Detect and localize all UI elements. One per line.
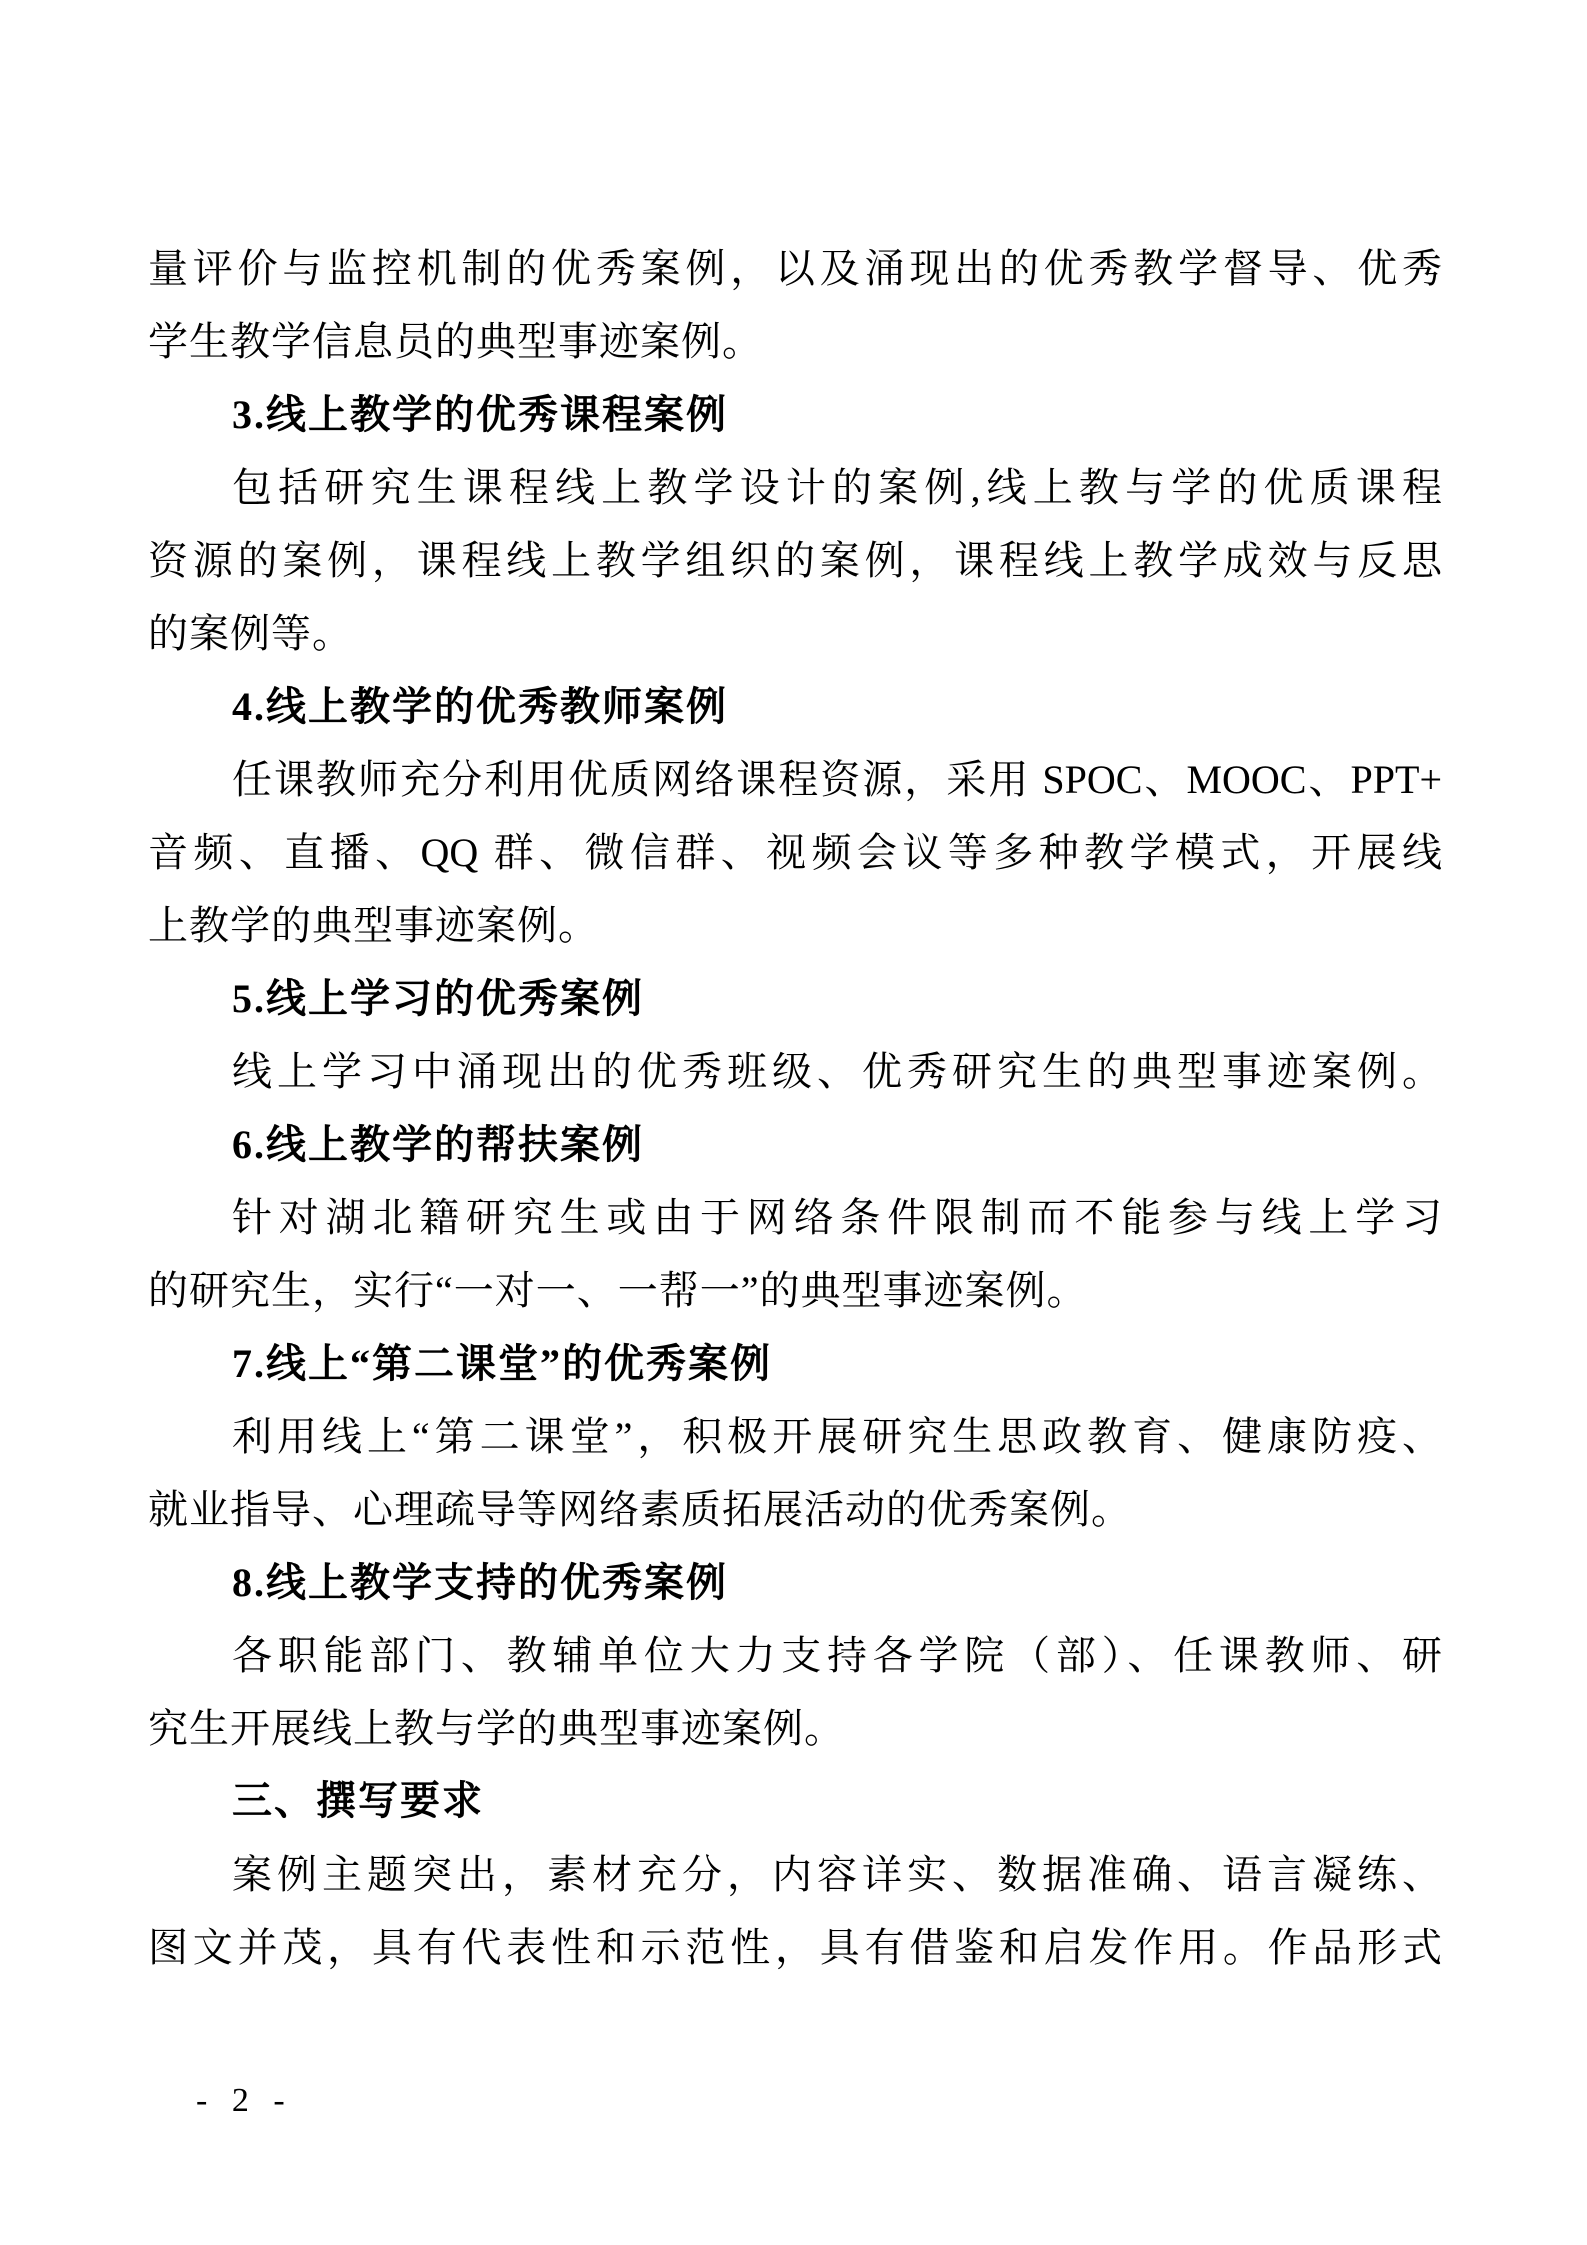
section-heading: 3.线上教学的优秀课程案例 xyxy=(232,392,728,437)
section-heading: 7.线上“第二课堂”的优秀案例 xyxy=(232,1341,772,1386)
text-line: 究生开展线上教与学的典型事迹案例。 xyxy=(148,1706,845,1751)
text-line: 音频、直播、QQ 群、微信群、视频会议等多种教学模式，开展线 xyxy=(148,830,1442,875)
text-line: 资源的案例，课程线上教学组织的案例，课程线上教学成效与反思 xyxy=(148,538,1442,583)
text-line: 学生教学信息员的典型事迹案例。 xyxy=(148,319,763,364)
text-line: 的研究生，实行“一对一、一帮一”的典型事迹案例。 xyxy=(148,1268,1088,1313)
text-line: 案例主题突出，素材充分，内容详实、数据准确、语言凝练、 xyxy=(232,1852,1442,1897)
page-number: - 2 - xyxy=(196,2082,293,2119)
section-heading: 6.线上教学的帮扶案例 xyxy=(232,1122,644,1167)
section-heading: 8.线上教学支持的优秀案例 xyxy=(232,1560,728,1605)
document-body xyxy=(148,232,1442,1984)
text-line: 各职能部门、教辅单位大力支持各学院（部）、任课教师、研 xyxy=(232,1633,1442,1678)
text-line: 的案例等。 xyxy=(148,611,353,656)
text-line: 线上学习中涌现出的优秀班级、优秀研究生的典型事迹案例。 xyxy=(232,1049,1442,1094)
text-line: 图文并茂，具有代表性和示范性，具有借鉴和启发作用。作品形式 xyxy=(148,1925,1442,1970)
text-line: 任课教师充分利用优质网络课程资源，采用 SPOC、MOOC、PPT+ xyxy=(232,757,1442,802)
text-line: 包括研究生课程线上教学设计的案例,线上教与学的优质课程 xyxy=(232,465,1442,510)
text-line: 量评价与监控机制的优秀案例，以及涌现出的优秀教学督导、优秀 xyxy=(148,246,1442,291)
section-heading: 三、撰写要求 xyxy=(232,1779,484,1823)
section-heading: 4.线上教学的优秀教师案例 xyxy=(232,684,728,729)
text-line: 利用线上“第二课堂”，积极开展研究生思政教育、健康防疫、 xyxy=(232,1414,1442,1459)
section-heading: 5.线上学习的优秀案例 xyxy=(232,976,644,1021)
text-line: 针对湖北籍研究生或由于网络条件限制而不能参与线上学习 xyxy=(232,1195,1442,1240)
text-line: 上教学的典型事迹案例。 xyxy=(148,903,599,948)
text-line: 就业指导、心理疏导等网络素质拓展活动的优秀案例。 xyxy=(148,1487,1132,1532)
